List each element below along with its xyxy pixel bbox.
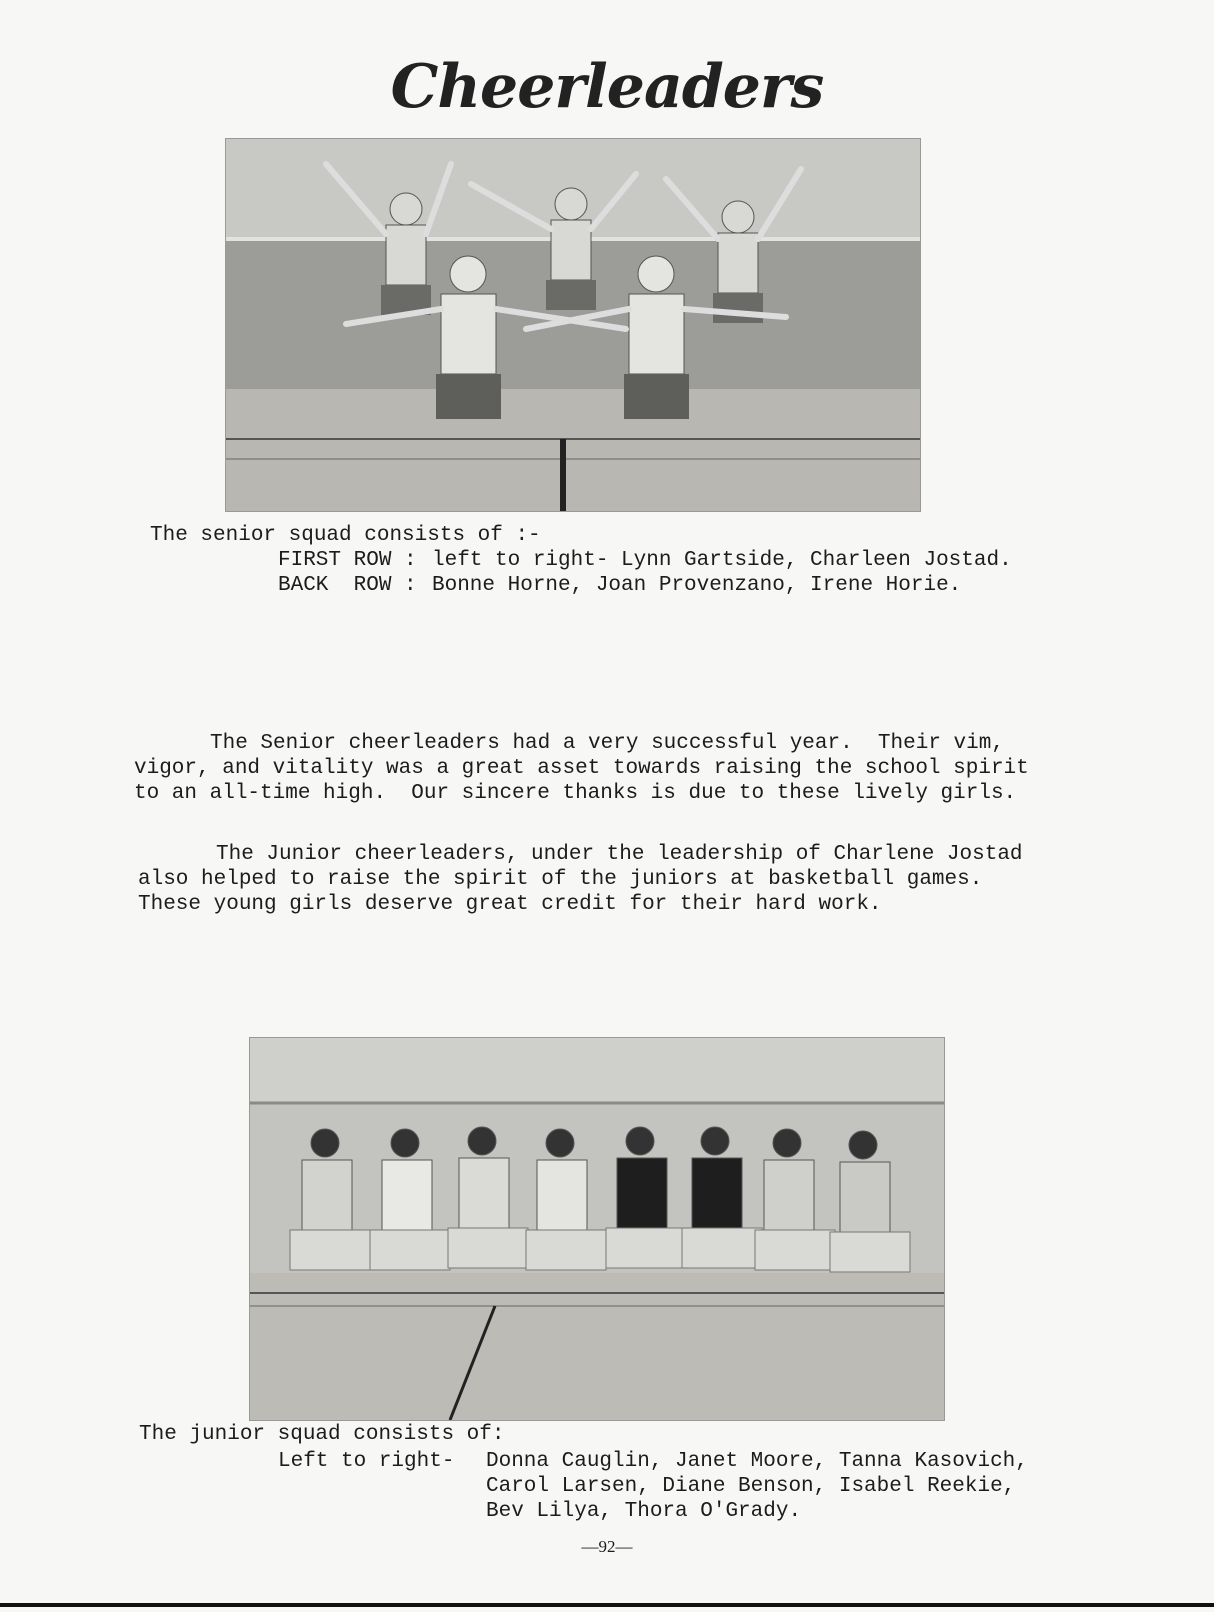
body-paragraph-1-line-3: to an all-time high. Our sincere thanks is due to these lively girls. bbox=[134, 782, 1017, 805]
junior-squad-intro: The junior squad consists of: bbox=[139, 1423, 505, 1446]
body-paragraph-1-line-1: The Senior cheerleaders had a very successful year. Their vim, bbox=[210, 732, 1004, 755]
junior-squad-label: Left to right- bbox=[278, 1450, 455, 1473]
body-paragraph-1-line-2: vigor, and vitality was a great asset towards raising the school spirit bbox=[134, 757, 1029, 780]
page-bottom-edge bbox=[0, 1603, 1214, 1607]
body-paragraph-2-line-2: also helped to raise the spirit of the juniors at basketball games. bbox=[138, 868, 983, 891]
junior-squad-names-line-3: Bev Lilya, Thora O'Grady. bbox=[486, 1500, 802, 1523]
junior-squad-names-line-1: Donna Cauglin, Janet Moore, Tanna Kasovich, bbox=[486, 1450, 1028, 1473]
page-title: Cheerleaders bbox=[390, 52, 824, 122]
senior-first-row-label: FIRST ROW : bbox=[278, 549, 417, 572]
senior-squad-photo bbox=[226, 139, 920, 511]
senior-squad-intro: The senior squad consists of :- bbox=[150, 524, 541, 547]
senior-back-row-names: Bonne Horne, Joan Provenzano, Irene Horie. bbox=[432, 574, 962, 597]
junior-squad-photo bbox=[250, 1038, 944, 1420]
body-paragraph-2-line-3: These young girls deserve great credit for their hard work. bbox=[138, 893, 882, 916]
senior-first-row-names: left to right- Lynn Gartside, Charleen Jostad. bbox=[432, 549, 1012, 572]
senior-back-row-label: BACK ROW : bbox=[278, 574, 417, 597]
body-paragraph-2-line-1: The Junior cheerleaders, under the leadership of Charlene Jostad bbox=[216, 843, 1023, 866]
junior-squad-names-line-2: Carol Larsen, Diane Benson, Isabel Reekie, bbox=[486, 1475, 1016, 1498]
page-number: —92— bbox=[581, 1537, 633, 1556]
